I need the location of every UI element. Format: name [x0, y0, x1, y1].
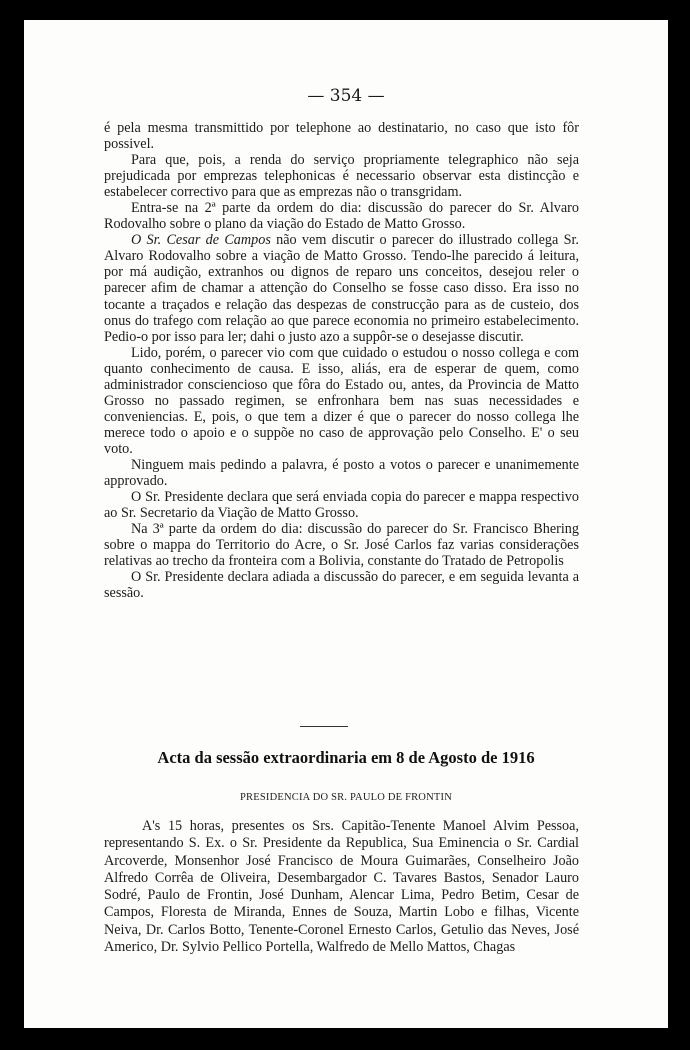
- paragraph: Entra-se na 2ª parte da ordem do dia: discussão do parecer do Sr. Alvaro Rodovalho sobre o plano da viação do Estado de Matto Grosso.: [104, 200, 579, 233]
- paragraph: O Sr. Presidente declara adiada a discussão do parecer, e em seguida levanta a sessão.: [104, 569, 579, 602]
- paragraph: Na 3ª parte da ordem do dia: discussão do parecer do Sr. Francisco Bhering sobre o mappa do Territorio do Acre, o Sr. José Carlos faz varias considerações relativas ao trecho da fronteira com a Bolivia, constante do Tratado de Petropolis: [104, 521, 579, 570]
- paragraph: Lido, porém, o parecer vio com que cuidado o estudou o nosso collega e com quanto conhecimento de causa. E isso, aliás, era de esperar de quem, como administrador consciencioso que fôra do Estado ou, antes, da Provincia de Matto Grosso no passado regimen, se enfronhara bem nas suas necessidades e conveniencias. E, pois, o que tem a dizer é que o parecer do nosso collega lhe merece todo o apoio e o suppõe no caso de approvação pelo Conselho. E' o seu voto.: [104, 344, 579, 457]
- paragraph: Para que, pois, a renda do serviço propriamente telegraphico não seja prejudicada por emprezas telephonicas é necessario observar esta distincção e estabelecer correctivo para que as emprezas não o transgridam.: [104, 152, 579, 201]
- acta-body: [104, 818, 579, 956]
- presidency-line: PRESIDENCIA DO SR. PAULO DE FRONTIN: [240, 792, 452, 803]
- speaker-name: O Sr. Cesar de Campos: [131, 232, 271, 249]
- paragraph: O Sr. Presidente declara que será enviada copia do parecer e mappa respectivo ao Sr. Secretario da Viação de Matto Grosso.: [104, 489, 579, 522]
- acta-title: Acta da sessão extraordinaria em 8 de Agosto de 1916: [157, 748, 535, 767]
- document-page: [24, 20, 668, 1028]
- speaker-text: não vem discutir o parecer do illustrado collega Sr. Alvaro Rodovalho sobre a viação de Matto Grosso. Tendo-lhe parecido á leitura, por má audição, extranhos ou dignos de reparo uns conceitos, desejou reler o parecer afim de chamar a attenção do Conselho se fosse caso disso. Era isso no tocante a traçados e relação das despezas de construcção para as de custeio, dos onus do trafego com relação ao que parece economia no primeiro estabelecimento. Pedio-o por isso para ler; dahi o justo azo a suppôr-se o desejasse discutir.: [104, 232, 579, 345]
- speaker-paragraph: [104, 232, 579, 344]
- minutes-text: [104, 120, 579, 601]
- paragraph: Ninguem mais pedindo a palavra, é posto a votos o parecer e unanimemente approvado.: [104, 456, 579, 490]
- page-number: — 354 —: [307, 86, 385, 106]
- section-divider: [300, 726, 348, 727]
- acta-paragraph: A's 15 horas, presentes os Srs. Capitão-Tenente Manoel Alvim Pessoa, representando S. Ex. o Sr. Presidente da Republica, Sua Eminencia o Sr. Cardial Arcoverde, Monsenhor José Francisco de Moura Guimarães, Conselheiro João Alfredo Corrêa de Oliveira, Desembargador C. Tavares Bastos, Senador Lauro Sodré, Paulo de Frontin, José Dunham, Alencar Lima, Pedro Betim, Cesar de Campos, Floresta de Miranda, Ennes de Souza, Martin Lobo e filhas, Vicente Neiva, Dr. Carlos Botto, Tenente-Coronel Ernesto Carlos, Getulio das Neves, José Americo, Dr. Sylvio Pellico Portella, Walfredo de Mello Mattos, Chagas: [104, 818, 579, 956]
- paragraph: é pela mesma transmittido por telephone ao destinatario, no caso que isto fôr possivel.: [104, 120, 579, 153]
